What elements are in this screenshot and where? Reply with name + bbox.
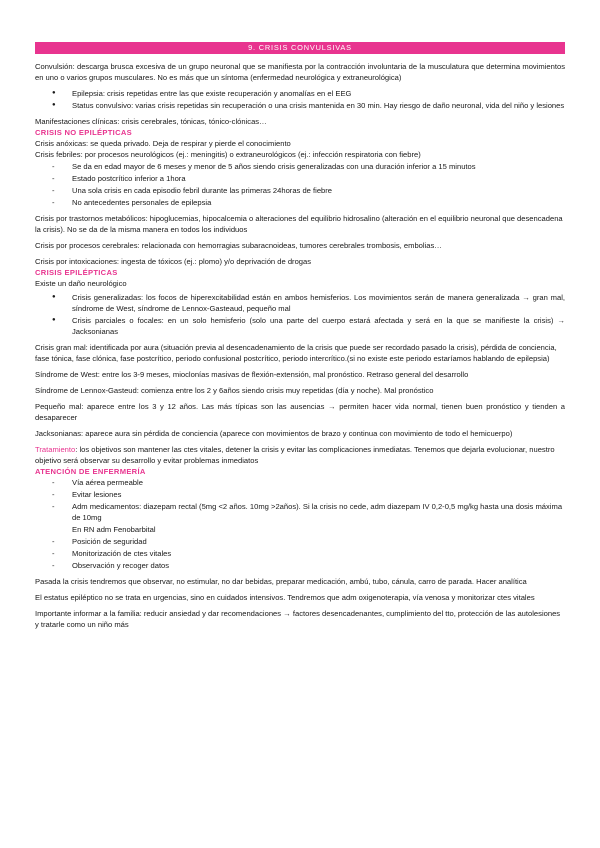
intro-bullet-list [35,88,565,111]
list-item: - Evitar lesiones [35,489,565,500]
epilepticas-bullet-list [35,292,565,337]
tratamiento-paragraph [35,444,565,466]
crisis-procesos-cerebrales: Crisis por procesos cerebrales: relacionada con hemorragias subaracnoideas, tumores cerebrales trombosis, embolias… [35,241,442,250]
sindrome-west: Síndrome de West: entre los 3-9 meses, mioclonías masivas de flexión-extensión, mal pronóstico. Retraso general del desarrollo [35,370,469,379]
heading-crisis-epilepticas: CRISIS EPILÉPTICAS [35,268,118,277]
tratamiento-label: Tratamiento [35,445,76,454]
sindrome-lennox: Síndrome de Lennox-Gasteud: comienza entre los 2 y 6años siendo crisis muy repetidas (día y noche). Mal pronóstico [35,386,434,395]
enfermeria-list [35,477,565,571]
heading-atencion-enfermeria: ATENCIÓN DE ENFERMERÍA [35,467,146,476]
manifestaciones-clinicas: Manifestaciones clínicas: crisis cerebrales, tónicas, tónico-clónicas… [35,117,267,126]
list-item-continuation: En RN adm Fenobarbital [72,525,156,534]
crisis-metabolicas: Crisis por trastornos metabólicos: hipoglucemias, hipocalcemia o alteraciones del equilibrio hidrosalino (alteración en el equilibrio neuronal que desencadena la crisis). No se da de la misma manera en todos los individuos [35,214,563,234]
crisis-intoxicaciones: Crisis por intoxicaciones: ingesta de tóxicos (ej.: plomo) y/o deprivación de drogas [35,257,312,266]
estatus-epileptico: El estatus epiléptico no se trata en urgencias, sino en cuidados intensivos. Tendremos que adm oxigenoterapia, vía venosa y monitorizar ctes vitales [35,593,535,602]
heading-crisis-no-epilepticas: CRISIS NO EPILÉPTICAS [35,128,133,137]
crisis-gran-mal: Crisis gran mal: identificada por aura (situación previa al desencadenamiento de la crisis que puede ser recordado pasado la crisis), pérdida de conciencia, fase tónica, fase clónica, fase postcrítico, periodo confusional postcrítico, periodo intercrítico.(si no existe este periodo estaríamos hablando de epilepsia) [35,343,557,363]
bullet-crisis-generalizadas: ● Crisis generalizadas: los focos de hiperexcitabilidad están en ambos hemisferios. Los movimientos serán de manera generalizada → gran mal, síndrome de West, síndrome de Lennox-Gasteaud, pequeño mal [35,292,565,314]
bullet-crisis-parciales: ● Crisis parciales o focales: en un solo hemisferio (solo una parte del cuerpo estará afectada y será en la que se manifieste la crisis) → Jacksonianas [35,315,565,337]
epilepticas-lead: Existe un daño neurológico [35,279,127,288]
list-item: - Vía aérea permeable [35,477,565,488]
list-item: - Se da en edad mayor de 6 meses y menor de 5 años siendo crisis generalizadas con una duración inferior a 15 minutos [35,161,565,172]
list-item: - Una sola crisis en cada episodio febril durante las primeras 24horas de fiebre [35,185,565,196]
bullet-status-convulsivo: ● Status convulsivo: varias crisis repetidas sin recuperación o una crisis mantenida en 30 min. Hay riesgo de daño neuronal, vida del niño y lesiones [35,100,565,111]
intro-paragraph: Convulsión: descarga brusca excesiva de un grupo neuronal que se manifiesta por la contracción involuntaria de la musculatura que determina movimientos en uno o varios grupos musculares. No es más que un síntoma (enfermedad neurológica y extraneurológica) [35,62,565,82]
list-item: - Posición de seguridad [35,536,565,547]
febriles-list [35,161,565,208]
pequeno-mal: Pequeño mal: aparece entre los 3 y 12 años. Las más típicas son las ausencias → permiten hacer vida normal, tienen buen pronóstico y tienden a desaparecer [35,402,565,422]
list-item: - Monitorización de ctes vitales [35,548,565,559]
crisis-anoxicas: Crisis anóxicas: se queda privado. Deja de respirar y pierde el conocimiento [35,139,291,148]
tratamiento-text: : los objetivos son mantener las ctes vitales, detener la crisis y evitar las complicaciones inmediatas. Tenemos que dejarla evolucionar, nuestro objetivo será observar su desarrollo y evitar problemas inmediatos [35,445,555,465]
jacksonianas: Jacksonianas: aparece aura sin pérdida de conciencia (aparece con movimientos de brazo y continua con movimiento de todo el hemicuerpo) [35,429,513,438]
bullet-epilepsia: ● Epilepsia: crisis repetidas entre las que existe recuperación y anomalías en el EEG [35,88,565,99]
list-item: - No antecedentes personales de epilepsia [35,197,565,208]
section-title-bar: 9. CRISIS CONVULSIVAS [35,42,565,54]
list-item: - Estado postcrítico inferior a 1hora [35,173,565,184]
list-item: - Observación y recoger datos [35,560,565,571]
crisis-febriles: Crisis febriles: por procesos neurológicos (ej.: meningitis) o extraneurológicos (ej.: infección respiratoria con fiebre) [35,150,421,159]
informar-familia: Importante informar a la familia: reducir ansiedad y dar recomendaciones → factores desencadenantes, cumplimiento del tto, protección de las autolesiones y tratarle como un niño más [35,609,561,629]
pasada-la-crisis: Pasada la crisis tendremos que observar, no estimular, no dar bebidas, preparar medicación, ambú, tubo, cánula, carro de parada. Hacer analítica [35,577,527,586]
list-item: - Adm medicamentos: diazepam rectal (5mg <2 años. 10mg >2años). Si la crisis no cede, adm diazepam IV 0,2-0,5 mg/kg hasta una dosis máxima de 10mg [35,501,565,523]
document-page [35,42,565,635]
